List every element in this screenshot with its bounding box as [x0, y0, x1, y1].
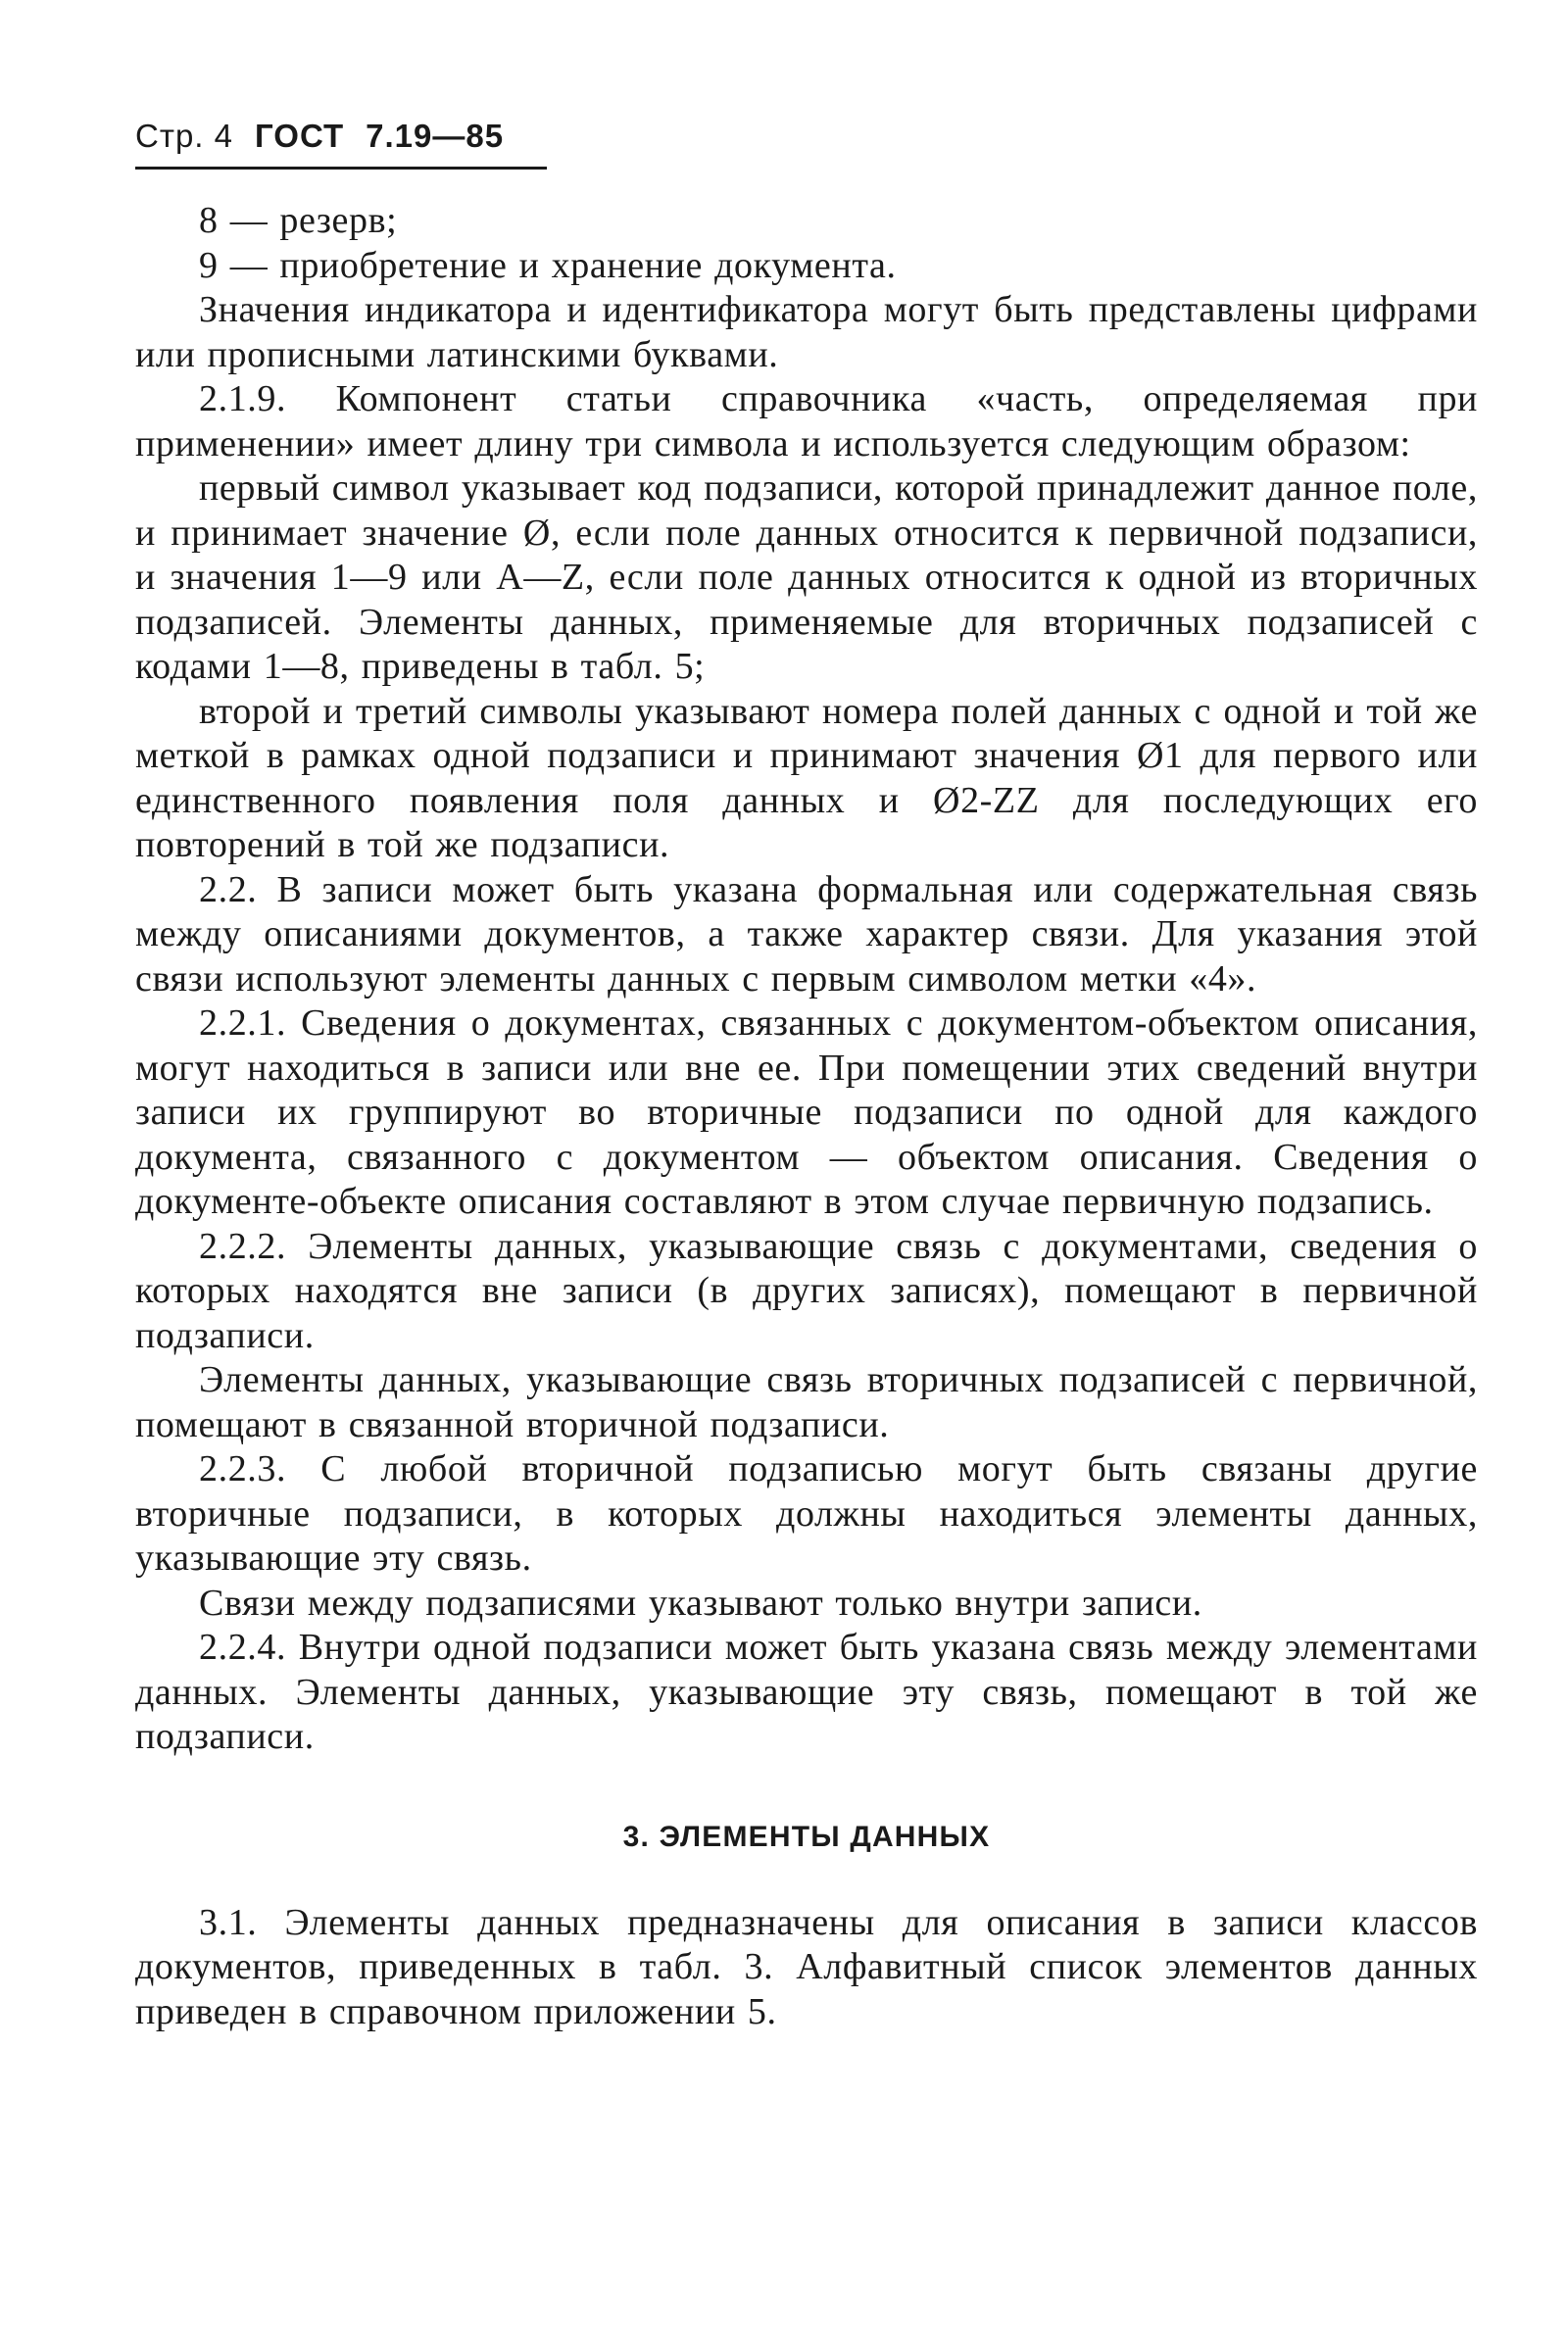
paragraph: первый символ указывает код подзаписи, которой принадлежит данное поле, и принимает значение Ø, если поле данных относится к первичной подзаписи, и значения 1—9 или А—Z, если поле данных относится к одной из вторичных подзаписей. Элементы данных, применяемые для вторичных подзаписей с кодами 1—8, приведены в табл. 5;: [135, 467, 1478, 687]
page-header: [135, 118, 547, 170]
body-text: [135, 199, 1478, 1760]
paragraph: 2.2.1. Сведения о документах, связанных с документом-объектом описания, могут находиться в записи или вне ее. При помещении этих сведений внутри записи их группируют во вторичные подзаписи по одной для каждого документа, связанного с документом — объектом описания. Сведения о документе-объекте описания составляют в этом случае первичную подзапись.: [135, 1002, 1478, 1222]
page-number: Стр. 4: [135, 118, 233, 154]
document-page: [135, 118, 1478, 2034]
standard-label: ГОСТ: [255, 118, 345, 154]
section-heading: 3. ЭЛЕМЕНТЫ ДАННЫХ: [622, 1820, 991, 1853]
paragraph: Связи между подзаписями указывают только внутри записи.: [199, 1582, 1202, 1624]
paragraph: Элементы данных, указывающие связь вторичных подзаписей с первичной, помещают в связанной вторичной подзаписи.: [135, 1359, 1478, 1445]
paragraph: 8 — резерв;: [199, 200, 398, 241]
paragraph: 3.1. Элементы данных предназначены для описания в записи классов документов, приведенных в табл. 3. Алфавитный список элементов данных приведен в справочном приложении 5.: [135, 1901, 1478, 2032]
paragraph: Значения индикатора и идентификатора могут быть представлены цифрами или прописными латинскими буквами.: [135, 289, 1478, 375]
paragraph: 2.2.2. Элементы данных, указывающие связь с документами, сведения о которых находятся вне записи (в других записях), помещают в первичной подзаписи.: [135, 1225, 1478, 1356]
paragraph: 2.2. В записи может быть указана формальная или содержательная связь между описаниями документов, а также характер связи. Для указания этой связи используют элементы данных с первым символом метки «4».: [135, 868, 1478, 1000]
paragraph: 9 — приобретение и хранение документа.: [199, 244, 897, 286]
standard-number: 7.19—85: [366, 118, 505, 154]
paragraph: 2.2.3. С любой вторичной подзаписью могут быть связаны другие вторичные подзаписи, в которых должны находиться элементы данных, указывающие эту связь.: [135, 1448, 1478, 1579]
paragraph: второй и третий символы указывают номера полей данных с одной и той же меткой в рамках одной подзаписи и принимают значения Ø1 для первого или единственного появления поля данных и Ø2-ZZ для последующих его повторений в той же подзаписи.: [135, 690, 1478, 865]
paragraph: 2.2.4. Внутри одной подзаписи может быть указана связь между элементами данных. Элементы данных, указывающие эту связь, помещают в той же подзаписи.: [135, 1627, 1478, 1757]
paragraph: 2.1.9. Компонент статьи справочника «часть, определяемая при применении» имеет длину три символа и используется следующим образом:: [135, 378, 1478, 464]
section-text: [135, 1901, 1478, 2035]
